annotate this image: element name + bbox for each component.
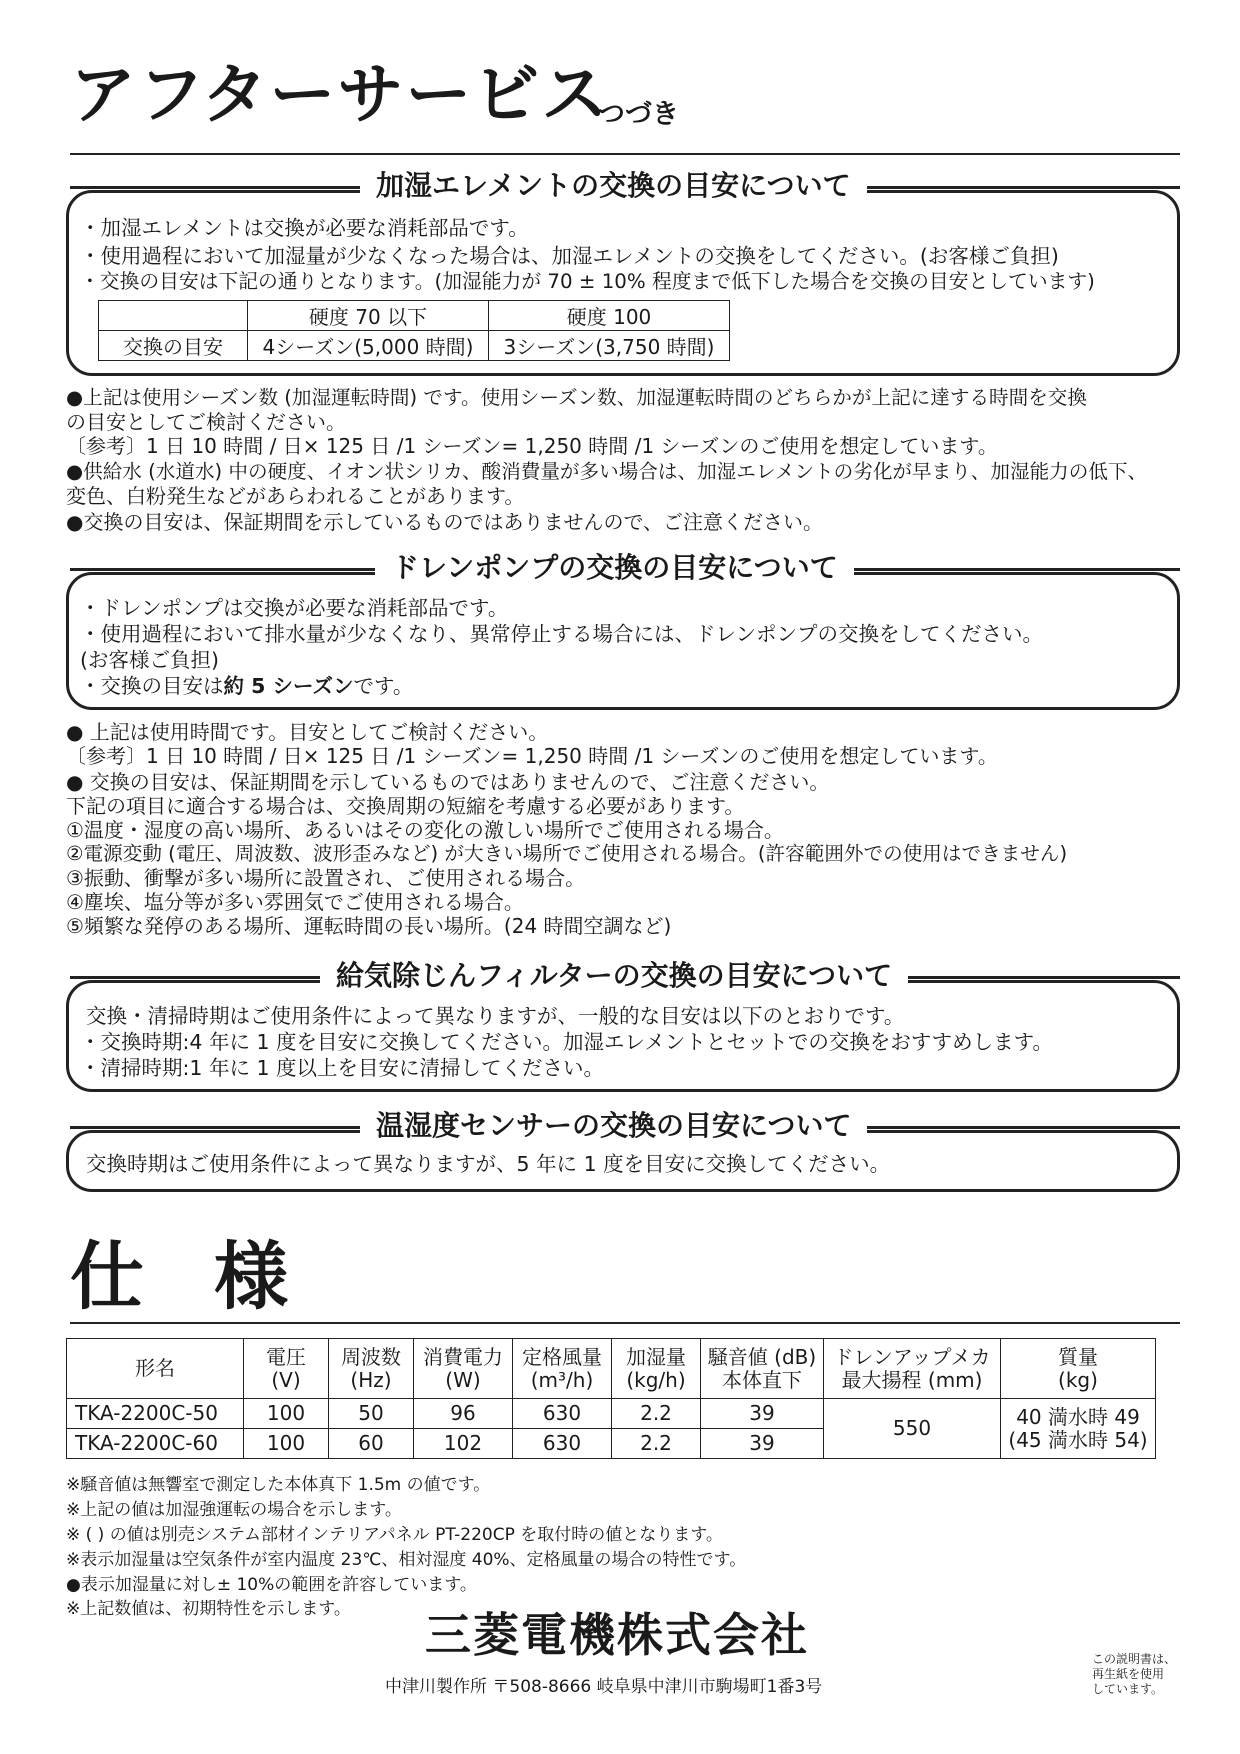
table-header-row [67, 1339, 1156, 1399]
drain-line-4 [80, 674, 413, 699]
drain-note: ④塵埃、塩分等が多い雰囲気でご使用される場合。 [66, 890, 524, 914]
drain-note: 下記の項目に適合する場合は、交換周期の短縮を考慮する必要があります。 [66, 794, 745, 818]
sensor-heading [70, 1106, 1180, 1146]
humid-line-3: ・交換の目安は下記の通りとなります。(加湿能力が 70 ± 10% 程度まで低下した場合を交換の目安としています) [80, 270, 1095, 293]
humid-note: ●上記は使用シーズン数 (加湿運転時間) です。使用シーズン数、加湿運転時間のどちらかが上記に達する時間を交換 [66, 386, 1087, 409]
drain-note: ③振動、衝撃が多い場所に設置され、ご使用される場合。 [66, 866, 586, 890]
table-cell: 3シーズン(3,750 時間) [489, 331, 730, 361]
header-cell: 騒音値 (dB) 本体直下 [701, 1339, 824, 1399]
humid-note: 変色、白粉発生などがあらわれることがあります。 [66, 484, 525, 508]
spec-footnote: ※騒音値は無響室で測定した本体真下 1.5m の値です。 [66, 1475, 491, 1495]
drain-heading-text: ドレンポンプの交換の目安について [375, 548, 854, 588]
drain-note: ⑤頻繁な発停のある場所、運転時間の長い場所。(24 時間空調など) [66, 914, 672, 938]
humid-heading [70, 166, 1180, 206]
table-row [67, 1399, 1156, 1429]
humid-note: ●供給水 (水道水) 中の硬度、イオン状シリカ、酸消費量が多い場合は、加湿エレメントの劣化が早まり、加湿能力の低下、 [66, 460, 1148, 483]
header-cell: 加湿量 (kg/h) [612, 1339, 701, 1399]
table-cell [1001, 1399, 1156, 1459]
recycled-paper-note: この説明書は、 再生紙を使用 しています。 [1092, 1652, 1177, 1696]
drain-note: ②電源変動 (電圧、周波数、波形歪みなど) が大きい場所でご使用される場合。(許容範囲外での使用はできません) [66, 842, 1068, 865]
drain-last-bold: 約 5 シーズン [223, 674, 354, 698]
header-cell: 定格風量 (m³/h) [513, 1339, 612, 1399]
table-cell: TKA-2200C-60 [67, 1429, 244, 1459]
drain-line-2: ・使用過程において排水量が少なくなり、異常停止する場合には、ドレンポンプの交換をしてください。 [80, 622, 1043, 646]
drain-last-suffix: です。 [353, 674, 414, 698]
header-cell: 形名 [67, 1339, 244, 1399]
drain-last-prefix: ・交換の目安は [80, 674, 224, 698]
sensor-line: 交換時期はご使用条件によって異なりますが、5 年に 1 度を目安に交換してください。 [86, 1152, 891, 1176]
humid-note: 〔参考〕1 日 10 時間 / 日× 125 日 /1 シーズン= 1,250 時間 /1 シーズンのご使用を想定しています。 [66, 434, 998, 458]
mass-line-2: (45 満水時 54) [1008, 1427, 1148, 1452]
header-cell: 消費電力 (W) [414, 1339, 513, 1399]
spec-rule [70, 1322, 1180, 1324]
header-cell: 質量 (kg) [1001, 1339, 1156, 1399]
table-cell: 550 [824, 1399, 1001, 1459]
spec-footnote: ※上記の値は加湿強運転の場合を示します。 [66, 1500, 402, 1520]
table-cell: 96 [414, 1399, 513, 1429]
filter-line-2: ・交換時期:4 年に 1 度を目安に交換してください。加湿エレメントとセットでの交換をおすすめします。 [80, 1030, 1053, 1054]
table-cell: 4シーズン(5,000 時間) [248, 331, 489, 361]
table-cell: 60 [329, 1429, 414, 1459]
table-cell: 102 [414, 1429, 513, 1459]
drain-heading [70, 548, 1180, 588]
humid-heading-text: 加湿エレメントの交換の目安について [360, 166, 867, 206]
spec-footnote: ※ ( ) の値は別売システム部材インテリアパネル PT-220CP を取付時の値となります。 [66, 1525, 723, 1545]
table-cell: 硬度 100 [489, 301, 730, 331]
table-cell [99, 301, 248, 331]
table-cell: 交換の目安 [99, 331, 248, 361]
table-cell: TKA-2200C-50 [67, 1399, 244, 1429]
table-cell: 39 [701, 1399, 824, 1429]
drain-note: ● 交換の目安は、保証期間を示しているものではありませんので、ご注意ください。 [66, 770, 830, 794]
page-title: アフターサービス [70, 56, 610, 133]
spec-footnote: ●表示加湿量に対し± 10%の範囲を許容しています。 [66, 1575, 477, 1595]
drain-note: 〔参考〕1 日 10 時間 / 日× 125 日 /1 シーズン= 1,250 時間 /1 シーズンのご使用を想定しています。 [66, 744, 998, 768]
table-cell: 39 [701, 1429, 824, 1459]
drain-note: ①温度・湿度の高い場所、あるいはその変化の激しい場所でご使用される場合。 [66, 818, 784, 842]
table-cell: 100 [244, 1399, 329, 1429]
drain-line-3: (お客様ご負担) [80, 648, 219, 672]
header-cell: 周波数 (Hz) [329, 1339, 414, 1399]
table-cell: 50 [329, 1399, 414, 1429]
spec-title: 仕様 [70, 1234, 358, 1320]
sensor-heading-text: 温湿度センサーの交換の目安について [360, 1106, 867, 1146]
table-cell: 2.2 [612, 1399, 701, 1429]
humid-note: の目安としてご検討ください。 [66, 410, 346, 434]
humid-table [98, 300, 730, 361]
continued-label: つづき [598, 99, 679, 130]
table-cell: 630 [513, 1399, 612, 1429]
drain-line-1: ・ドレンポンプは交換が必要な消耗部品です。 [80, 596, 509, 620]
spec-footnote: ※上記数値は、初期特性を示します。 [66, 1599, 351, 1619]
table-row [99, 301, 730, 331]
table-cell: 硬度 70 以下 [248, 301, 489, 331]
company-name: 三菱電機株式会社 [425, 1608, 809, 1662]
table-cell: 100 [244, 1429, 329, 1459]
table-cell: 2.2 [612, 1429, 701, 1459]
humid-line-1: ・加湿エレメントは交換が必要な消耗部品です。 [80, 216, 529, 240]
mass-line-1: 40 満水時 49 [1016, 1404, 1140, 1429]
drain-note: ● 上記は使用時間です。目安としてご検討ください。 [66, 720, 549, 744]
filter-line-3: ・清掃時期:1 年に 1 度以上を目安に清掃してください。 [80, 1056, 605, 1080]
filter-heading [70, 956, 1180, 996]
filter-line-1: 交換・清掃時期はご使用条件によって異なりますが、一般的な目安は以下のとおりです。 [86, 1004, 905, 1028]
spec-table [66, 1338, 1156, 1459]
filter-heading-text: 給気除じんフィルターの交換の目安について [320, 956, 908, 996]
header-cell: ドレンアップメカ 最大揚程 (mm) [824, 1339, 1001, 1399]
header-cell: 電圧 (V) [244, 1339, 329, 1399]
humid-note: ●交換の目安は、保証期間を示しているものではありませんので、ご注意ください。 [66, 510, 824, 534]
spec-footnote: ※表示加湿量は空気条件が室内温度 23℃、相対湿度 40%、定格風量の場合の特性です。 [66, 1550, 747, 1570]
header-rule [70, 153, 1180, 155]
table-cell: 630 [513, 1429, 612, 1459]
humid-line-2: ・使用過程において加湿量が少なくなった場合は、加湿エレメントの交換をしてください。(お客様ご負担) [80, 244, 1059, 268]
table-row [99, 331, 730, 361]
company-address: 中津川製作所 〒508-8666 岐阜県中津川市駒場町1番3号 [385, 1677, 823, 1697]
